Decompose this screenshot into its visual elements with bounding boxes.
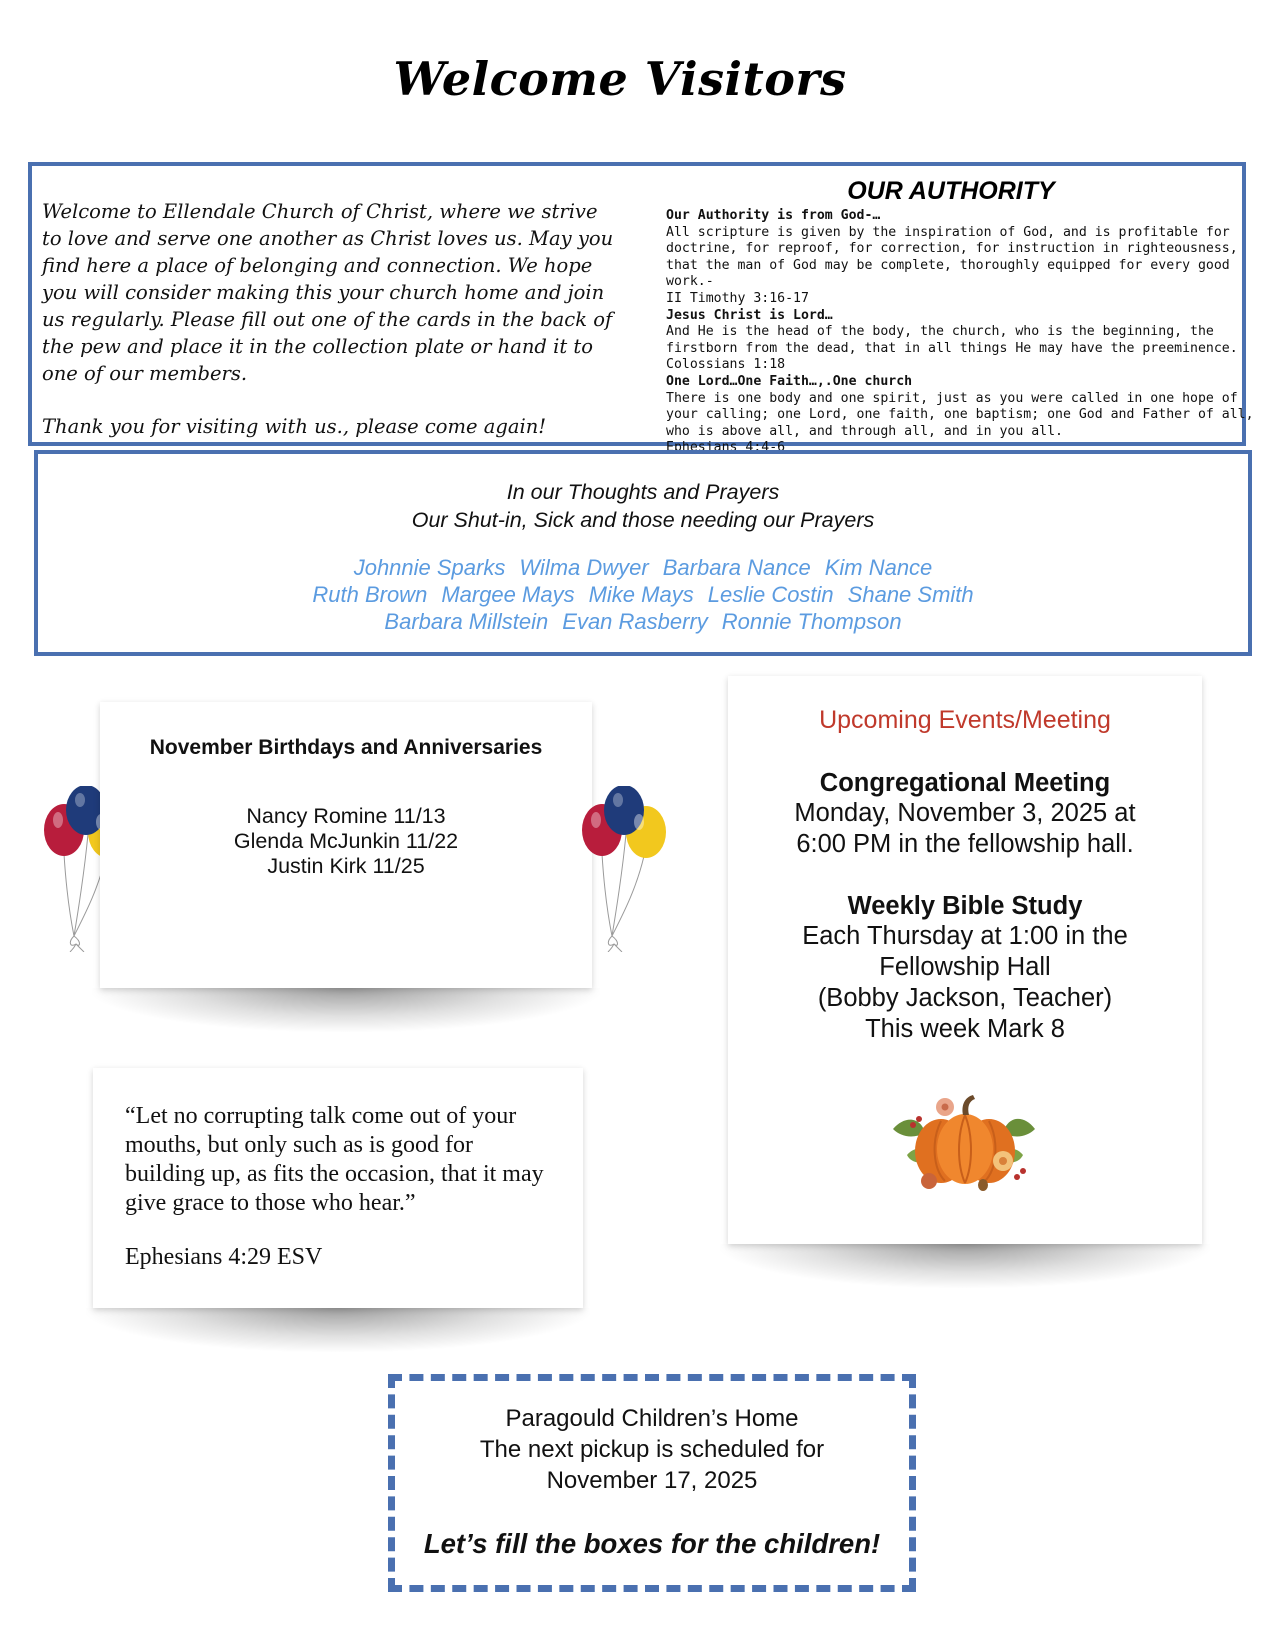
prayers-heading xyxy=(38,478,1248,534)
authority-text: There is one body and one spirit, just as you were called in one hope of your calling; one Lord, one faith, one baptism; one God and Father of all, who is above all, and through all, and in you all. xyxy=(666,390,1254,439)
childrens-home-line: November 17, 2025 xyxy=(546,1467,758,1494)
prayer-name: Leslie Costin xyxy=(707,582,834,607)
prayer-names-row xyxy=(38,608,1248,635)
authority-heading: One Lord…One Faith…,.One church xyxy=(666,373,913,389)
birthdays-title: November Birthdays and Anniversaries xyxy=(149,736,543,759)
events-title: Upcoming Events/Meeting xyxy=(819,706,1111,734)
prayer-names xyxy=(38,554,1248,635)
quote-reference: Ephesians 4:29 ESV xyxy=(125,1244,323,1270)
welcome-box xyxy=(28,162,1254,456)
birthday-entry: Justin Kirk 11/25 xyxy=(267,854,425,878)
authority-item xyxy=(666,208,1256,308)
authority-text: All scripture is given by the inspiration of God, and is profitable for doctrine, for reproof, for correction, for instruction in righteousness, that the man of God may be complete, thoroughly equipped for every good work.- xyxy=(666,224,1238,290)
prayer-name: Johnnie Sparks xyxy=(353,555,506,580)
prayer-name: Margee Mays xyxy=(441,582,575,607)
balloons-icon xyxy=(578,786,670,952)
childrens-home-info xyxy=(395,1403,909,1496)
prayer-name: Barbara Nance xyxy=(662,555,811,580)
birthday-entry: Nancy Romine 11/13 xyxy=(246,804,446,828)
prayers-line: In our Thoughts and Prayers xyxy=(506,480,780,504)
prayer-name: Shane Smith xyxy=(847,582,974,607)
authority-heading: Our Authority is from God-… xyxy=(666,208,881,223)
prayer-name: Barbara Millstein xyxy=(384,609,549,634)
prayer-name: Ruth Brown xyxy=(312,582,428,607)
authority-heading: Jesus Christ is Lord… xyxy=(666,307,833,323)
meeting-detail: Monday, November 3, 2025 at xyxy=(794,799,1136,827)
authority-ref: Colossians 1:18 xyxy=(666,357,786,373)
birthdays-card xyxy=(100,702,592,988)
welcome-message xyxy=(42,198,622,440)
authority-ref: Ephesians 4:4-6 xyxy=(666,440,786,456)
card-shadow xyxy=(92,988,600,1032)
pumpkin-icon xyxy=(885,1085,1045,1195)
authority-title: OUR AUTHORITY xyxy=(847,177,1055,205)
childrens-home-line: Paragould Children’s Home xyxy=(505,1405,799,1432)
bible-study-detail: This week Mark 8 xyxy=(865,1015,1065,1043)
prayers-box xyxy=(34,450,1252,656)
meeting-detail: 6:00 PM in the fellowship hall. xyxy=(796,830,1134,858)
childrens-home-line: The next pickup is scheduled for xyxy=(479,1436,825,1463)
prayer-name: Mike Mays xyxy=(588,582,694,607)
welcome-paragraph: Welcome to Ellendale Church of Christ, where we strive to love and serve one another as Christ loves us. May you find here a place of belonging and connection. We hope you will consider making this your church home and join us regularly. Please fill out one of the cards in the back of the pew and place it in the collection plate or hand it to one of our members. xyxy=(42,200,614,385)
prayer-name: Wilma Dwyer xyxy=(519,555,649,580)
childrens-home-cta: Let’s fill the boxes for the children! xyxy=(423,1528,881,1559)
authority-text: And He is the head of the body, the church, who is the beginning, the firstborn from the dead, that in all things He may have the preeminence. xyxy=(666,324,1238,356)
authority-item xyxy=(666,374,1256,457)
prayer-names-row xyxy=(38,581,1248,608)
birthdays-list xyxy=(100,804,592,879)
bible-study-detail: Each Thursday at 1:00 in the xyxy=(802,922,1128,950)
bible-study-detail: Fellowship Hall xyxy=(879,953,1051,981)
card-shadow xyxy=(86,1308,590,1352)
quote-card xyxy=(93,1068,583,1308)
authority-section xyxy=(666,176,1256,457)
childrens-home-box xyxy=(388,1374,916,1592)
prayer-name: Ronnie Thompson xyxy=(721,609,902,634)
meeting-title: Congregational Meeting xyxy=(819,769,1111,797)
quote-text: “Let no corrupting talk come out of your mouths, but only such as is good for building up, as fits the occasion, that it may give grace to those who hear.” xyxy=(125,1103,544,1216)
prayer-names-row xyxy=(38,554,1248,581)
authority-item xyxy=(666,308,1256,374)
authority-ref: II Timothy 3:16-17 xyxy=(666,290,809,306)
prayers-line: Our Shut-in, Sick and those needing our Prayers xyxy=(411,508,875,532)
prayer-name: Kim Nance xyxy=(824,555,933,580)
bible-study-title: Weekly Bible Study xyxy=(847,892,1083,920)
welcome-thanks: Thank you for visiting with us., please come again! xyxy=(42,415,547,438)
card-shadow xyxy=(720,1244,1210,1288)
bible-study-detail: (Bobby Jackson, Teacher) xyxy=(817,984,1113,1012)
prayer-name: Evan Rasberry xyxy=(562,609,708,634)
page-title: Welcome Visitors xyxy=(393,52,847,106)
events-card xyxy=(728,676,1202,1244)
birthday-entry: Glenda McJunkin 11/22 xyxy=(233,829,459,853)
